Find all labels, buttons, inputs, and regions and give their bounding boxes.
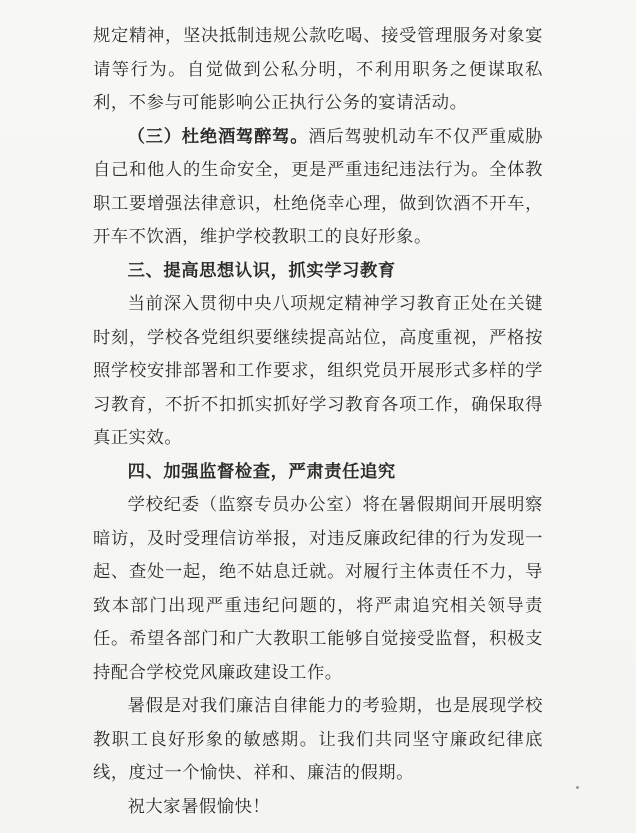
paragraph-continued: 规定精神，坚决抵制违规公款吃喝、接受管理服务对象宴请等行为。自觉做到公私分明，不利用职务之便谋取私利，不参与可能影响公正执行公务的宴请活动。	[93, 26, 543, 113]
paragraph-supervision: 学校纪委（监察专员办公室）将在暑假期间开展明察暗访，及时受理信访举报，对违反廉政纪律的行为发现一起、查处一起，绝不姑息迁就。对履行主体责任不力，导致本部门出现严重违纪问题的，将严肃追究相关领导责任。希望各部门和广大教职工能够自觉接受监督，积极支持配合学校党风廉政建设工作。	[93, 495, 543, 683]
document-body	[93, 20, 543, 824]
paragraph-summer-conduct: 暑假是对我们廉洁自律能力的考验期，也是展现学校教职工良好形象的敏感期。让我们共同坚守廉政纪律底线，度过一个愉快、祥和、廉洁的假期。	[93, 696, 543, 783]
paragraph-study-education: 当前深入贯彻中央八项规定精神学习教育正处在关键时刻，学校各党组织要继续提高站位，高度重视，严格按照学校安排部署和工作要求，组织党员开展形式多样的学习教育，不折不扣抓实抓好学习教育各项工作，确保取得真正实效。	[93, 294, 543, 448]
paragraph-greeting: 祝大家暑假愉快！	[127, 796, 271, 817]
section-heading-3: 三、提高思想认识，抓实学习教育	[127, 260, 396, 281]
section-heading-4: 四、加强监督检查，严肃责任追究	[127, 461, 396, 482]
paragraph-drunk-driving	[93, 121, 543, 255]
paragraph-drunk-driving-body: 酒后驾驶机动车不仅严重威胁自己和他人的生命安全，更是严重违纪违法行为。全体教职工要增强法律意识，杜绝侥幸心理，做到饮酒不开车，开车不饮酒，维护学校教职工的良好形象。	[93, 126, 543, 247]
subheading-drunk-driving: （三）杜绝酒驾醉驾。	[127, 126, 309, 147]
scan-dot	[576, 786, 579, 789]
